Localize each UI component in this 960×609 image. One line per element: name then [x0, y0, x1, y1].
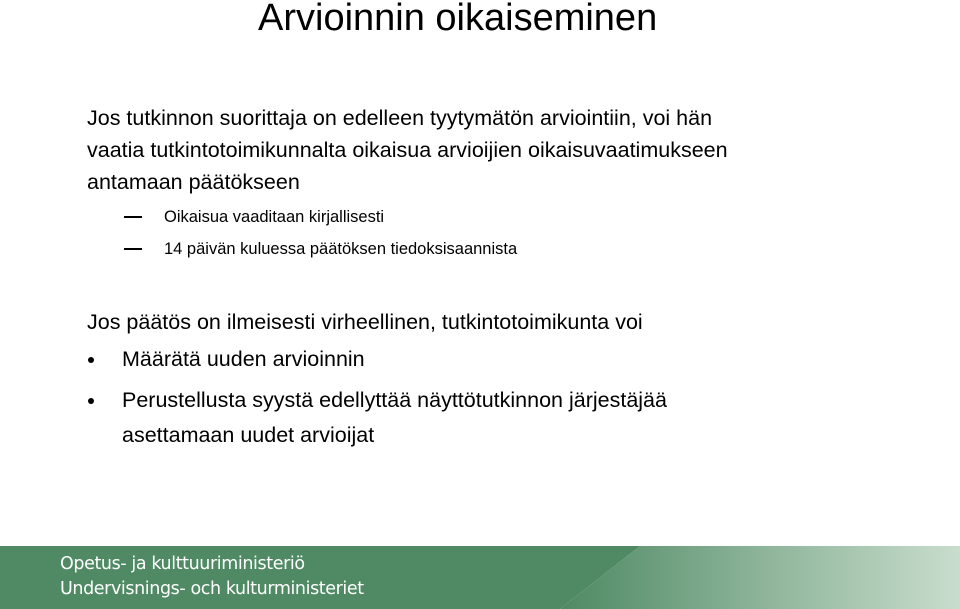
committee-action-line: asettamaan uudet arvioijat: [122, 423, 375, 447]
dash-bullet-icon: [124, 216, 142, 218]
bullet-dot-icon: [88, 357, 94, 363]
error-paragraph: Jos päätös on ilmeisesti virheellinen, tutkintotoimikunta voi: [87, 310, 643, 334]
bullet-dot-icon: [88, 398, 94, 404]
ministry-name-swedish: Undervisnings- och kulturministeriet: [60, 579, 364, 599]
appeal-condition-text: 14 päivän kuluessa päätöksen tiedoksisaannista: [164, 240, 518, 258]
ministry-name-finnish: Opetus- ja kulttuuriministeriö: [60, 554, 305, 574]
ministry-footer-band: [0, 546, 960, 609]
committee-action-item: [88, 383, 667, 453]
appeal-line-1: Jos tutkinnon suorittaja on edelleen tyytymätön arviointiin, voi hän: [87, 106, 713, 130]
slide-title: Arvioinnin oikaiseminen: [258, 0, 658, 39]
appeal-condition-item: [124, 233, 517, 265]
appeal-condition-item: [124, 201, 517, 233]
committee-action-line: Määrätä uuden arvioinnin: [122, 347, 365, 371]
appeal-paragraph: [87, 102, 728, 198]
appeal-line-3: antamaan päätökseen: [87, 170, 300, 194]
appeal-line-2: vaatia tutkintotoimikunnalta oikaisua arvioijien oikaisuvaatimukseen: [87, 138, 728, 162]
committee-action-line: Perustellusta syystä edellyttää näyttötutkinnon järjestäjää: [122, 388, 667, 412]
committee-action-item: [88, 342, 667, 377]
appeal-condition-text: Oikaisua vaaditaan kirjallisesti: [164, 208, 385, 226]
committee-actions-list: [88, 342, 667, 453]
dash-bullet-icon: [124, 248, 142, 250]
appeal-conditions-list: [124, 201, 517, 265]
